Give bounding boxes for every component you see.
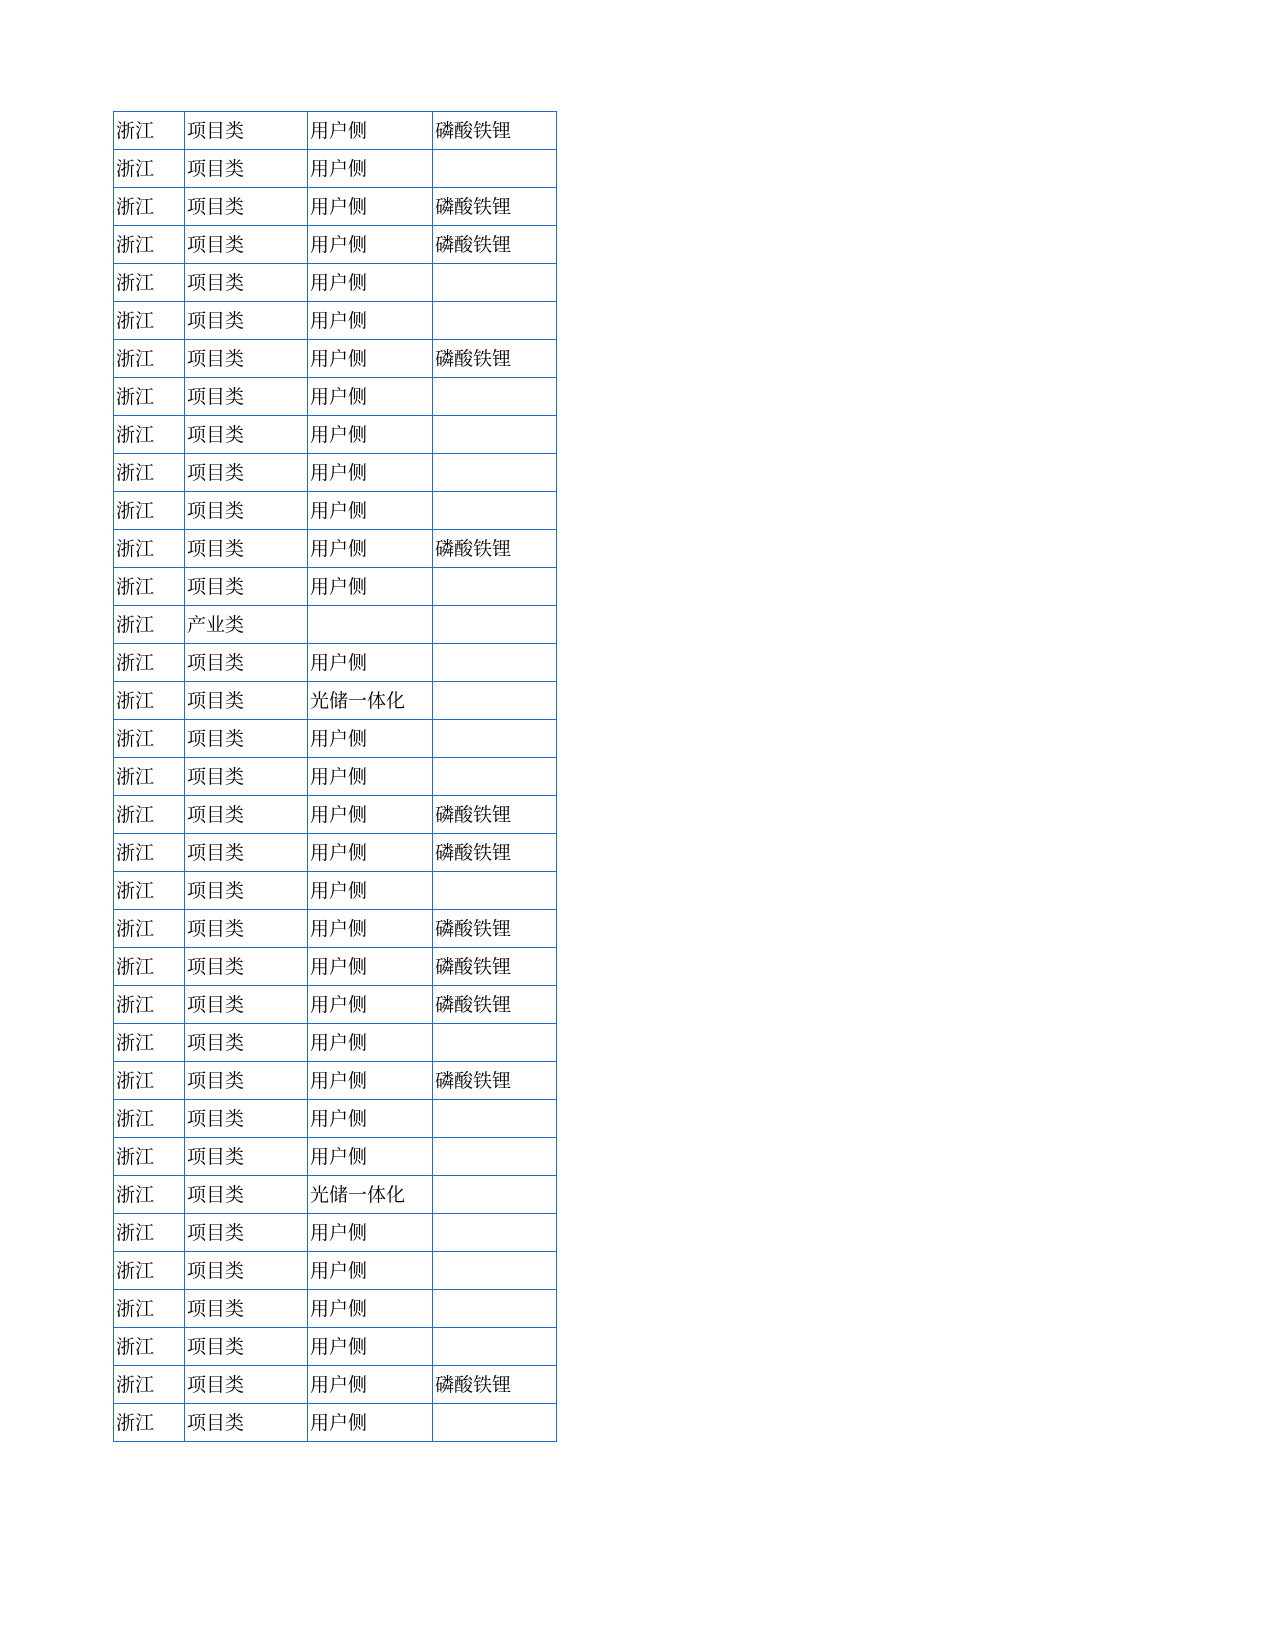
table-cell: 浙江 (114, 644, 185, 682)
table-cell: 用户侧 (308, 150, 433, 188)
table-cell: 浙江 (114, 758, 185, 796)
table-cell (433, 568, 557, 606)
table-row (114, 416, 557, 454)
table-cell: 项目类 (185, 378, 308, 416)
table-cell: 浙江 (114, 1138, 185, 1176)
table-cell (433, 1138, 557, 1176)
table-cell: 用户侧 (308, 834, 433, 872)
table-row (114, 606, 557, 644)
table-cell (433, 454, 557, 492)
table-cell (433, 644, 557, 682)
table-cell: 浙江 (114, 454, 185, 492)
table-row (114, 682, 557, 720)
table-cell: 用户侧 (308, 758, 433, 796)
table-row (114, 1328, 557, 1366)
table-cell: 浙江 (114, 188, 185, 226)
table-cell: 浙江 (114, 264, 185, 302)
table-cell: 浙江 (114, 910, 185, 948)
table-cell: 项目类 (185, 492, 308, 530)
table-cell: 用户侧 (308, 1252, 433, 1290)
table-cell: 用户侧 (308, 378, 433, 416)
table-cell: 浙江 (114, 872, 185, 910)
table-cell: 项目类 (185, 1328, 308, 1366)
table-row (114, 226, 557, 264)
table-row (114, 872, 557, 910)
table-cell: 浙江 (114, 150, 185, 188)
table-cell: 项目类 (185, 1100, 308, 1138)
table-cell: 项目类 (185, 720, 308, 758)
table-cell (433, 872, 557, 910)
table-cell (433, 264, 557, 302)
table-cell: 浙江 (114, 1252, 185, 1290)
table-cell: 用户侧 (308, 1404, 433, 1442)
table-row (114, 1214, 557, 1252)
table-cell: 项目类 (185, 872, 308, 910)
table-cell (433, 1290, 557, 1328)
table-cell: 用户侧 (308, 796, 433, 834)
table-cell: 用户侧 (308, 226, 433, 264)
table-cell: 项目类 (185, 1062, 308, 1100)
table-row (114, 264, 557, 302)
table-cell: 项目类 (185, 416, 308, 454)
table-cell: 浙江 (114, 1404, 185, 1442)
table-cell (433, 1100, 557, 1138)
table-cell: 用户侧 (308, 492, 433, 530)
table-cell: 磷酸铁锂 (433, 1062, 557, 1100)
table-cell: 项目类 (185, 1290, 308, 1328)
table-cell: 浙江 (114, 1062, 185, 1100)
table-cell: 浙江 (114, 1100, 185, 1138)
table-row (114, 1290, 557, 1328)
table-cell: 项目类 (185, 226, 308, 264)
table-cell: 用户侧 (308, 302, 433, 340)
table-cell: 浙江 (114, 568, 185, 606)
table-cell: 浙江 (114, 682, 185, 720)
table-cell: 项目类 (185, 188, 308, 226)
table-cell (433, 378, 557, 416)
table-cell (308, 606, 433, 644)
table-row (114, 644, 557, 682)
table-cell: 用户侧 (308, 1138, 433, 1176)
table-cell: 项目类 (185, 340, 308, 378)
table-cell: 用户侧 (308, 1100, 433, 1138)
table-cell: 磷酸铁锂 (433, 112, 557, 150)
table-row (114, 454, 557, 492)
table-row (114, 1176, 557, 1214)
table-row (114, 188, 557, 226)
table-cell: 浙江 (114, 1214, 185, 1252)
table-body (114, 112, 557, 1442)
table-cell (433, 606, 557, 644)
table-row (114, 302, 557, 340)
table-cell (433, 758, 557, 796)
table-cell: 项目类 (185, 682, 308, 720)
table-cell: 项目类 (185, 834, 308, 872)
table-row (114, 1062, 557, 1100)
table-cell: 项目类 (185, 1252, 308, 1290)
table-row (114, 112, 557, 150)
table-cell: 用户侧 (308, 872, 433, 910)
table-cell: 项目类 (185, 948, 308, 986)
table-cell (433, 1328, 557, 1366)
table-row (114, 1404, 557, 1442)
table-cell: 磷酸铁锂 (433, 226, 557, 264)
table-cell (433, 1252, 557, 1290)
table-row (114, 378, 557, 416)
table-cell: 项目类 (185, 1024, 308, 1062)
table-row (114, 1100, 557, 1138)
table-cell: 项目类 (185, 568, 308, 606)
table-cell: 浙江 (114, 226, 185, 264)
table-row (114, 492, 557, 530)
table-cell: 用户侧 (308, 454, 433, 492)
table-cell: 浙江 (114, 986, 185, 1024)
table-row (114, 796, 557, 834)
table-cell: 磷酸铁锂 (433, 910, 557, 948)
table-row (114, 340, 557, 378)
table-cell: 浙江 (114, 720, 185, 758)
table-cell: 浙江 (114, 492, 185, 530)
table-cell (433, 720, 557, 758)
table-cell: 项目类 (185, 758, 308, 796)
table-cell: 浙江 (114, 1024, 185, 1062)
table-cell: 用户侧 (308, 948, 433, 986)
table-cell: 磷酸铁锂 (433, 948, 557, 986)
table-cell: 用户侧 (308, 910, 433, 948)
table-cell: 项目类 (185, 910, 308, 948)
table-cell: 浙江 (114, 302, 185, 340)
table-cell: 项目类 (185, 530, 308, 568)
table-cell: 用户侧 (308, 112, 433, 150)
table-row (114, 948, 557, 986)
table-cell: 项目类 (185, 1366, 308, 1404)
table-cell: 用户侧 (308, 720, 433, 758)
table-cell: 用户侧 (308, 264, 433, 302)
table-cell (433, 1176, 557, 1214)
table-cell (433, 416, 557, 454)
table-cell: 光储一体化 (308, 682, 433, 720)
table-cell: 浙江 (114, 834, 185, 872)
table-cell: 项目类 (185, 1214, 308, 1252)
table-cell: 磷酸铁锂 (433, 188, 557, 226)
table-row (114, 1252, 557, 1290)
table-cell: 浙江 (114, 1290, 185, 1328)
table-cell: 项目类 (185, 644, 308, 682)
table-cell: 项目类 (185, 264, 308, 302)
table-cell: 用户侧 (308, 530, 433, 568)
table-cell: 用户侧 (308, 188, 433, 226)
table-row (114, 910, 557, 948)
table-cell: 用户侧 (308, 1214, 433, 1252)
table-cell (433, 1024, 557, 1062)
table-row (114, 150, 557, 188)
table-cell: 用户侧 (308, 644, 433, 682)
table-cell: 项目类 (185, 302, 308, 340)
table-row (114, 568, 557, 606)
table-row (114, 720, 557, 758)
table-cell: 浙江 (114, 1176, 185, 1214)
table-cell: 浙江 (114, 340, 185, 378)
table-cell (433, 1404, 557, 1442)
table-cell: 磷酸铁锂 (433, 986, 557, 1024)
table-cell: 磷酸铁锂 (433, 530, 557, 568)
table-cell: 光储一体化 (308, 1176, 433, 1214)
table-row (114, 530, 557, 568)
table-cell (433, 682, 557, 720)
table-row (114, 1138, 557, 1176)
table-row (114, 986, 557, 1024)
table-cell: 用户侧 (308, 1024, 433, 1062)
data-table (113, 111, 557, 1442)
table-cell (433, 150, 557, 188)
table-cell: 项目类 (185, 796, 308, 834)
table-cell: 磷酸铁锂 (433, 796, 557, 834)
table-cell: 用户侧 (308, 416, 433, 454)
table-cell: 项目类 (185, 150, 308, 188)
table-cell: 浙江 (114, 112, 185, 150)
table-cell: 用户侧 (308, 568, 433, 606)
table-cell: 用户侧 (308, 1328, 433, 1366)
table-cell: 用户侧 (308, 1366, 433, 1404)
table-cell: 项目类 (185, 1138, 308, 1176)
table-cell: 浙江 (114, 378, 185, 416)
table-cell: 磷酸铁锂 (433, 340, 557, 378)
table-cell: 项目类 (185, 112, 308, 150)
table-cell: 用户侧 (308, 1062, 433, 1100)
table-cell: 浙江 (114, 948, 185, 986)
table-cell: 用户侧 (308, 1290, 433, 1328)
table-cell: 项目类 (185, 986, 308, 1024)
table-row (114, 834, 557, 872)
table-row (114, 758, 557, 796)
table-cell: 浙江 (114, 796, 185, 834)
table-cell (433, 492, 557, 530)
table-cell: 用户侧 (308, 986, 433, 1024)
table-cell: 磷酸铁锂 (433, 834, 557, 872)
table-row (114, 1024, 557, 1062)
table-cell: 浙江 (114, 1328, 185, 1366)
table-cell: 项目类 (185, 1404, 308, 1442)
table-cell: 浙江 (114, 1366, 185, 1404)
table-cell: 项目类 (185, 1176, 308, 1214)
table-cell (433, 302, 557, 340)
table-cell: 浙江 (114, 606, 185, 644)
table-cell: 项目类 (185, 454, 308, 492)
table-cell: 磷酸铁锂 (433, 1366, 557, 1404)
table-cell: 浙江 (114, 416, 185, 454)
table-cell (433, 1214, 557, 1252)
table-cell: 用户侧 (308, 340, 433, 378)
table-row (114, 1366, 557, 1404)
table-cell: 产业类 (185, 606, 308, 644)
table-cell: 浙江 (114, 530, 185, 568)
